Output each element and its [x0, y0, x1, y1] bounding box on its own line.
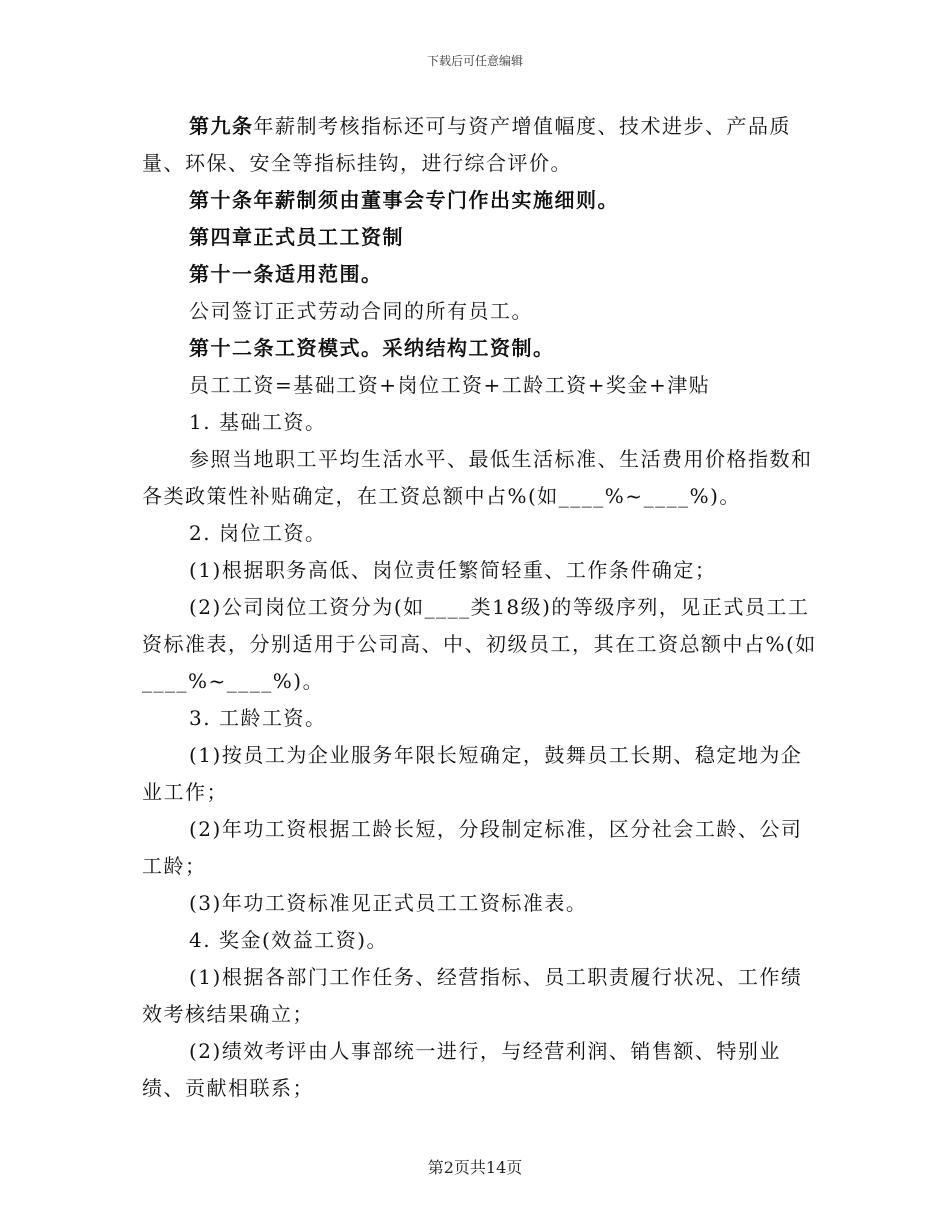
paragraph-position-2: (2)公司岗位工资分为(如____类18级)的等级序列，见正式员工工资标准表，分别适用于公司高、中、初级员工，其在工资总额中占%(如____%~____%)。: [142, 595, 817, 693]
paragraph-position-1: (1)根据职务高低、岗位责任繁简轻重、工作条件确定；: [189, 558, 717, 582]
page-header: 下载后可任意编辑: [426, 54, 523, 68]
paragraph-bonus-1: (1)根据各部门工作任务、经营指标、员工职责履行状况、工作绩效考核结果确立；: [142, 965, 803, 1026]
article-9-heading: 第九条: [189, 114, 254, 138]
article-9-text: 年薪制考核指标还可与资产增值幅度、技术进步、产品质量、环保、安全等指标挂钩，进行综合评价。: [142, 114, 791, 175]
article-12-heading: 第十二条工资模式。采纳结构工资制。: [189, 336, 555, 360]
paragraph-bonus-2: (2)绩效考评由人事部统一进行，与经营利润、销售额、特别业绩、贡献相联系；: [142, 1039, 781, 1100]
paragraph-seniority-1: (1)按员工为企业服务年限长短确定，鼓舞员工长期、稳定地为企业工作；: [142, 743, 803, 804]
paragraph-article-9: [142, 108, 822, 182]
chapter-4-heading: 第四章正式员工工资制: [189, 225, 404, 249]
article-11-heading: 第十一条适用范围。: [189, 262, 383, 286]
paragraph-scope: 公司签订正式劳动合同的所有员工。: [189, 299, 533, 323]
item-seniority-salary: 3. 工龄工资。: [189, 706, 327, 730]
paragraph-seniority-2: (2)年功工资根据工龄长短，分段制定标准，区分社会工龄、公司工龄；: [142, 817, 803, 878]
item-position-salary: 2. 岗位工资。: [189, 521, 327, 545]
item-bonus: 4. 奖金(效益工资)。: [189, 928, 389, 952]
page-footer: 第2页共14页: [427, 1158, 523, 1177]
salary-formula: 员工工资=基础工资+岗位工资+工龄工资+奖金+津贴: [189, 373, 711, 397]
paragraph-base-salary: 参照当地职工平均生活水平、最低生活标准、生活费用价格指数和各类政策性补贴确定，在工资总额中占%(如____%~____%)。: [142, 447, 813, 508]
item-base-salary: 1. 基础工资。: [189, 410, 327, 434]
document-body: [142, 108, 822, 1107]
paragraph-seniority-3: (3)年功工资标准见正式员工工资标准表。: [189, 891, 588, 915]
paragraph-article-10: 第十条年薪制须由董事会专门作出实施细则。: [189, 188, 619, 212]
